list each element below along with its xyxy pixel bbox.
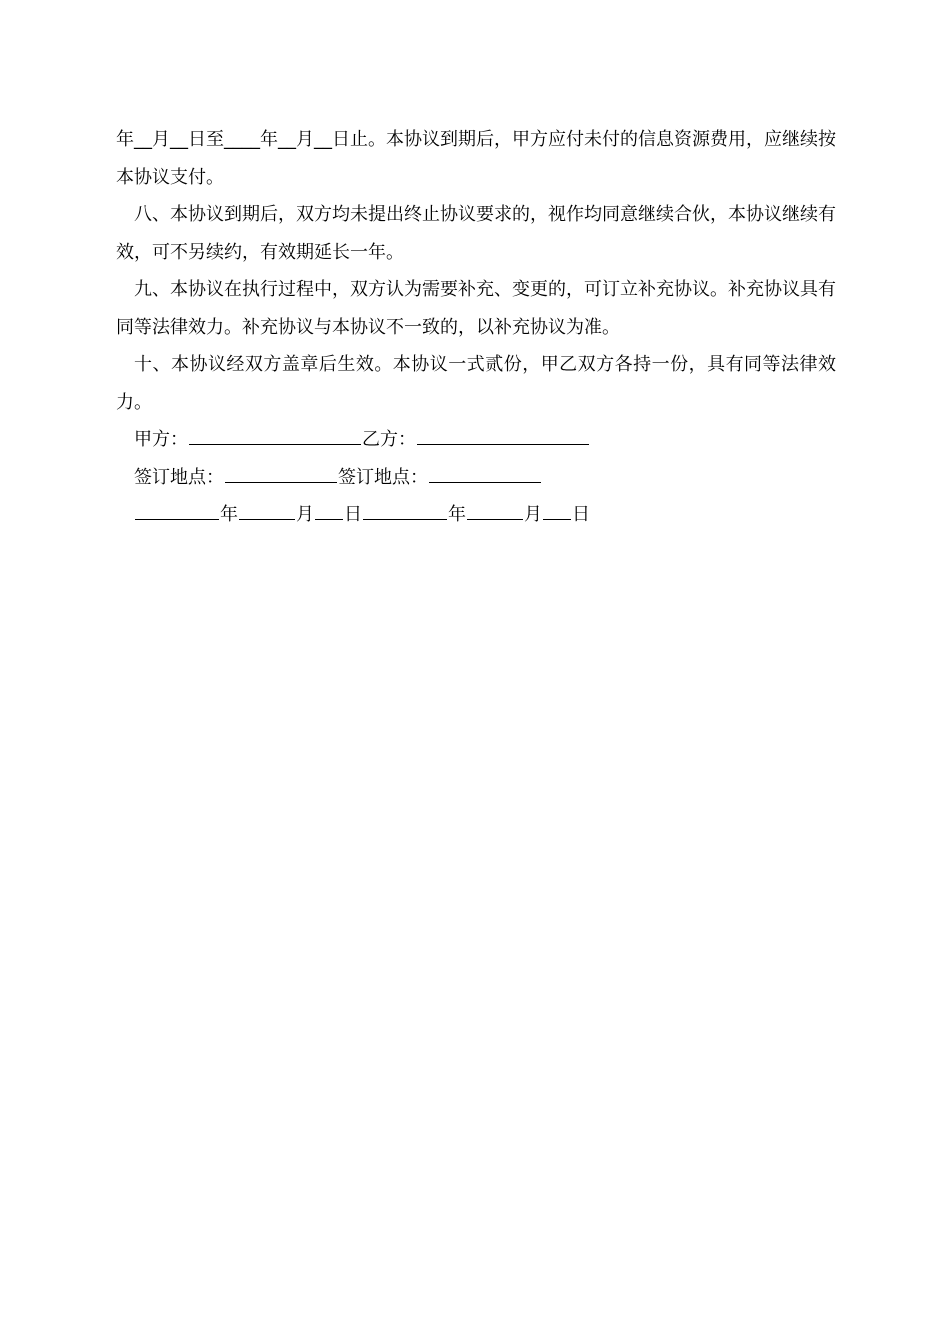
place-a-blank bbox=[225, 464, 337, 483]
date-a-day: 日 bbox=[344, 504, 362, 525]
paragraph-term-continuation: 年__月__日至____年__月__日止。本协议到期后，甲方应付未付的信息资源费用，应继续按本协议支付。 bbox=[116, 129, 836, 188]
paragraph-clause-10: 十、本协议经双方盖章后生效。本协议一式贰份，甲乙双方各持一份，具有同等法律效力。 bbox=[116, 354, 836, 413]
party-a-blank bbox=[189, 426, 361, 445]
party-b-label: 乙方： bbox=[362, 429, 416, 450]
date-a-day-blank bbox=[315, 501, 343, 520]
signing-place-line bbox=[116, 459, 836, 497]
party-b-blank bbox=[417, 426, 589, 445]
document-body bbox=[116, 121, 836, 534]
date-b-month: 月 bbox=[524, 504, 542, 525]
signing-date-line bbox=[116, 496, 836, 534]
paragraph-clause-8: 八、本协议到期后，双方均未提出终止协议要求的，视作均同意继续合伙，本协议继续有效，可不另续约，有效期延长一年。 bbox=[116, 204, 836, 263]
date-b-year: 年 bbox=[448, 504, 466, 525]
date-b-day: 日 bbox=[572, 504, 590, 525]
place-b-label: 签订地点： bbox=[338, 466, 428, 488]
date-b-day-blank bbox=[543, 501, 571, 520]
paragraph-clause-9: 九、本协议在执行过程中，双方认为需要补充、变更的，可订立补充协议。补充协议具有同等法律效力。补充协议与本协议不一致的，以补充协议为准。 bbox=[116, 279, 836, 338]
place-b-blank bbox=[429, 464, 541, 483]
date-b-year-blank bbox=[363, 501, 447, 520]
place-a-label: 签订地点： bbox=[134, 466, 224, 488]
date-a-year: 年 bbox=[220, 504, 238, 525]
party-a-label: 甲方： bbox=[134, 429, 188, 450]
date-b-month-blank bbox=[467, 501, 523, 520]
date-a-month-blank bbox=[239, 501, 295, 520]
signature-parties-line bbox=[116, 421, 836, 459]
date-a-year-blank bbox=[135, 501, 219, 520]
date-a-month: 月 bbox=[296, 504, 314, 525]
